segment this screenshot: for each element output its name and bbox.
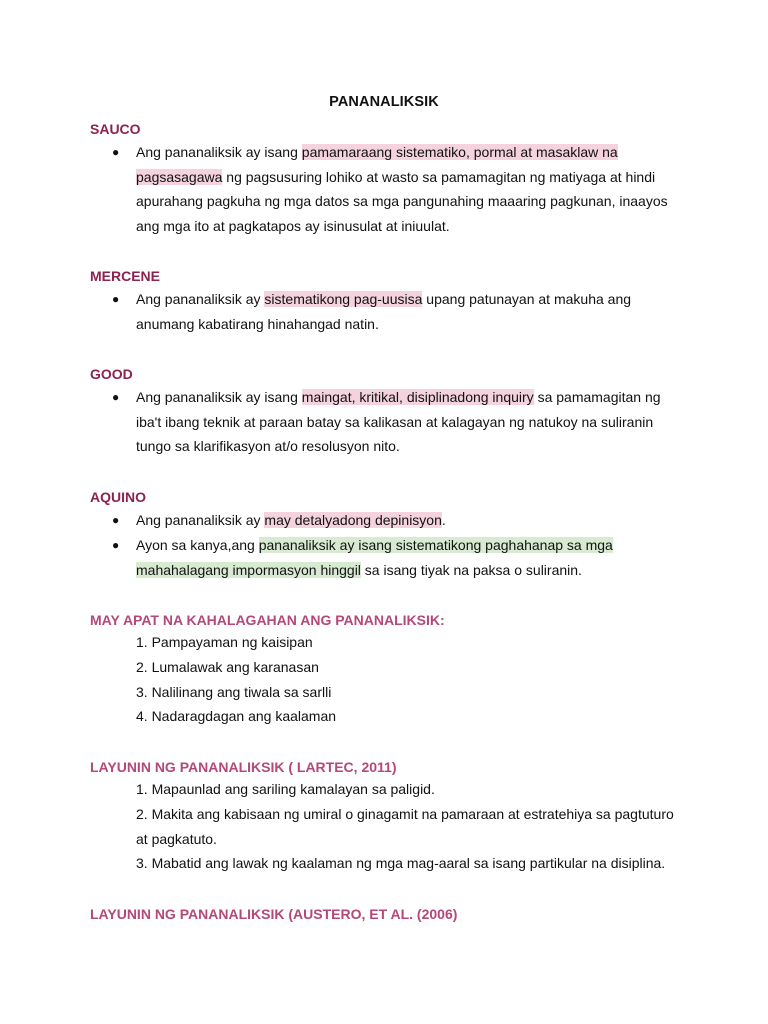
bullet-icon: ● [112,292,120,306]
heading-layunin-lartec: LAYUNIN NG PANANALIKSIK ( LARTEC, 2011) [90,759,397,775]
good-text-post: sa pamamagitan ng iba't ibang teknik at paraan batay sa kalikasan at kalagayan ng natukoy na suliranin tungo sa klarifikasyon at/o resolusyon nito. [136,389,661,455]
mercene-definition [136,287,676,336]
sauco-highlight: pamamaraang sistematiko, pormal at masaklaw na pagsasagawa [136,144,618,185]
page-title: PANANALIKSIK [329,94,439,110]
list-item: 3. Nalilinang ang tiwala sa sarlli [136,684,332,700]
list-item: 1. Mapaunlad ang sariling kamalayan sa paligid. [136,781,435,797]
aquino-b1-post: . [441,512,446,528]
heading-layunin-austero: LAYUNIN NG PANANALIKSIK (AUSTERO, ET AL. (2006) [90,906,458,922]
aquino-bullet-1 [136,508,676,533]
list-item: 2. Lumalawak ang karanasan [136,659,319,675]
bullet-icon: ● [112,145,120,159]
aquino-bullet-2 [136,533,676,582]
bullet-icon: ● [112,538,120,552]
good-text-pre: Ang pananaliksik ay isang [136,389,302,405]
list-item: 4. Nadaragdagan ang kaalaman [136,708,337,724]
list-item: at pagkatuto. [136,831,217,847]
list-item: 2. Makita ang kabisaan ng umiral o ginagamit na pamaraan at estratehiya sa pagtuturo [136,806,674,822]
aquino-b2-pre: Ayon sa kanya,ang [136,537,259,553]
list-item: 3. Mabatid ang lawak ng kaalaman ng mga mag-aaral sa isang partikular na disiplina. [136,855,666,871]
aquino-b2-highlight: pananaliksik ay isang sistematikong paghahanap sa mga mahahalagang impormasyon hinggil [136,537,613,578]
mercene-text-pre: Ang pananaliksik ay [136,291,265,307]
sauco-text-pre: Ang pananaliksik ay isang [136,144,302,160]
bullet-icon: ● [112,390,120,404]
heading-kahalagahan: MAY APAT NA KAHALAGAHAN ANG PANANALIKSIK: [90,612,445,628]
aquino-b1-highlight: may detalyadong depinisyon [264,512,442,528]
aquino-b1-pre: Ang pananaliksik ay [136,512,265,528]
aquino-b2-post: sa isang tiyak na paksa o suliranin. [360,561,582,578]
heading-aquino: AQUINO [90,489,146,505]
list-item: 1. Pampayaman ng kaisipan [136,634,313,650]
sauco-definition [136,140,676,238]
sauco-text-post: ng pagsusuring lohiko at wasto sa pamamagitan ng matiyaga at hindi apurahang pagkuha ng mga datos sa mga pangunahing maaaring pagkunan, inaayos ang mga ito at pagkatapos ay isinusulat at iniuulat. [136,168,668,234]
good-highlight: maingat, kritikal, disiplinadong inquiry [301,389,534,405]
heading-sauco: SAUCO [90,121,141,137]
heading-good: GOOD [90,366,133,382]
bullet-icon: ● [112,513,120,527]
mercene-text-post: upang patunayan at makuha ang anumang kabatirang hinahangad natin. [136,291,632,332]
mercene-highlight: sistematikong pag-uusisa [264,291,423,307]
good-definition [136,385,676,459]
heading-mercene: MERCENE [90,268,161,284]
